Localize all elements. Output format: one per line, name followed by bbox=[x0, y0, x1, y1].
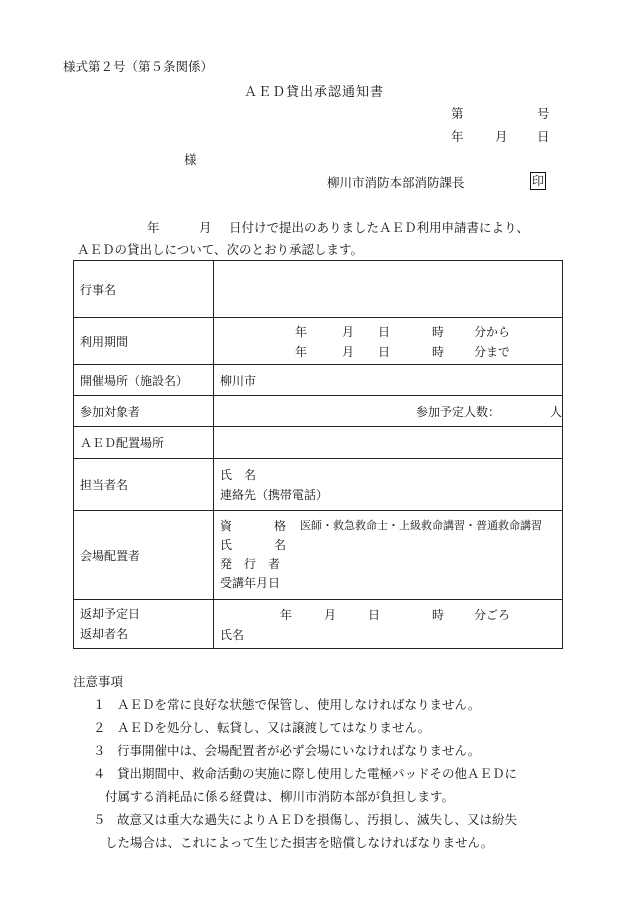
person-in-charge-label: 担当者名 bbox=[74, 459, 214, 511]
row-period bbox=[74, 318, 563, 365]
period-label: 利用期間 bbox=[74, 318, 214, 365]
returner-name-label: 氏名 bbox=[220, 628, 245, 642]
venue-staff-label: 会場配置者 bbox=[74, 511, 214, 600]
person-in-charge-value[interactable] bbox=[214, 459, 563, 511]
return-month: 月 bbox=[324, 608, 337, 622]
period-from-month: 月 bbox=[342, 325, 355, 339]
note-item bbox=[73, 739, 573, 762]
return-year: 年 bbox=[280, 608, 293, 622]
note-number: ４ bbox=[93, 766, 106, 781]
row-target bbox=[74, 396, 563, 427]
period-from-hour: 時 bbox=[432, 325, 445, 339]
staff-name-label: 氏 bbox=[220, 538, 233, 552]
note-item bbox=[73, 762, 573, 785]
person-phone-label: 連絡先（携帯電話） bbox=[220, 487, 329, 502]
aed-location-label: ＡＥＤ配置場所 bbox=[74, 427, 214, 459]
return-minute: 分ごろ bbox=[474, 608, 511, 622]
form-number: 様式第２号（第５条関係） bbox=[63, 59, 214, 74]
event-name-label: 行事名 bbox=[74, 261, 214, 318]
return-date-label: 返却予定日 bbox=[80, 607, 141, 621]
note-number: ２ bbox=[93, 720, 106, 735]
note-text: ＡＥＤを処分し、転貸し、又は譲渡してはなりません。 bbox=[117, 720, 431, 735]
staff-qual-label-2: 格 bbox=[274, 519, 287, 533]
expected-count-label: 参加予定人数： bbox=[416, 405, 501, 419]
return-day: 日 bbox=[368, 608, 381, 622]
event-name-value[interactable] bbox=[214, 261, 563, 318]
staff-course-date-label: 受講年月日 bbox=[220, 576, 281, 590]
row-venue-staff bbox=[74, 511, 563, 600]
venue-value[interactable]: 柳川市 bbox=[214, 365, 563, 396]
number-label-dai: 第 bbox=[451, 106, 464, 121]
person-name-label: 氏 名 bbox=[220, 467, 257, 482]
number-label-go: 号 bbox=[537, 106, 550, 121]
note-item bbox=[73, 808, 573, 831]
notes-section bbox=[73, 670, 573, 854]
note-text: 貸出期間中、救命活動の実施に際し使用した電極パッドその他ＡＥＤに bbox=[117, 766, 518, 781]
expected-count-unit: 人 bbox=[550, 405, 563, 419]
intro-line2: ＡＥＤの貸出しについて、次のとおり承認します。 bbox=[77, 242, 364, 257]
period-from-year: 年 bbox=[295, 325, 308, 339]
target-label: 参加対象者 bbox=[74, 396, 214, 427]
addressee-suffix: 様 bbox=[184, 152, 197, 167]
staff-qual-value: 医師・救急救命士・上級救命講習・普通救命講習 bbox=[300, 519, 542, 532]
note-number: ５ bbox=[93, 812, 106, 827]
target-value[interactable] bbox=[214, 396, 563, 427]
note-item bbox=[73, 716, 573, 739]
aed-location-value[interactable] bbox=[214, 427, 563, 459]
note-continuation: した場合は、これによって生じた損害を賠償しなければなりません。 bbox=[105, 835, 494, 850]
notes-heading: 注意事項 bbox=[73, 674, 124, 689]
period-to-month: 月 bbox=[342, 345, 355, 359]
intro-line1: 日付けで提出のありましたＡＥＤ利用申請書により、 bbox=[229, 220, 530, 235]
return-label-cell bbox=[74, 600, 214, 649]
row-aed-location bbox=[74, 427, 563, 459]
note-item bbox=[73, 693, 573, 716]
intro-month-label: 月 bbox=[199, 220, 212, 235]
note-continuation: 付属する消耗品に係る経費は、柳川市消防本部が負担します。 bbox=[105, 789, 455, 804]
staff-qual-label: 資 bbox=[220, 519, 233, 533]
period-from-day: 日 bbox=[378, 325, 391, 339]
period-to-minute: 分まで bbox=[474, 345, 511, 359]
period-value[interactable] bbox=[214, 318, 563, 365]
date-day-label: 日 bbox=[537, 129, 550, 144]
note-number: ３ bbox=[93, 743, 106, 758]
issuer-name: 柳川市消防本部消防課長 bbox=[327, 175, 465, 190]
row-event-name bbox=[74, 261, 563, 318]
period-to-year: 年 bbox=[295, 345, 308, 359]
period-to-hour: 時 bbox=[432, 345, 445, 359]
note-number: １ bbox=[93, 697, 106, 712]
note-text: 行事開催中は、会場配置者が必ず会場にいなければなりません。 bbox=[117, 743, 481, 758]
staff-name-label-2: 名 bbox=[274, 538, 287, 552]
row-return bbox=[74, 600, 563, 649]
approval-table bbox=[73, 260, 563, 649]
date-year-label: 年 bbox=[451, 129, 464, 144]
returner-label: 返却者名 bbox=[80, 627, 129, 641]
date-month-label: 月 bbox=[495, 129, 508, 144]
period-to-day: 日 bbox=[378, 345, 391, 359]
venue-staff-value[interactable] bbox=[214, 511, 563, 600]
venue-label: 開催場所（施設名） bbox=[74, 365, 214, 396]
intro-year-label: 年 bbox=[147, 220, 160, 235]
seal-mark: 印 bbox=[531, 174, 544, 188]
return-hour: 時 bbox=[432, 608, 445, 622]
note-text: 故意又は重大な過失によりＡＥＤを損傷し、汚損し、滅失し、又は紛失 bbox=[117, 812, 518, 827]
period-from-minute: 分から bbox=[474, 325, 511, 339]
return-value[interactable] bbox=[214, 600, 563, 649]
document-title: ＡＥＤ貸出承認通知書 bbox=[244, 85, 385, 100]
row-venue bbox=[74, 365, 563, 396]
staff-issuer-label: 発 行 者 bbox=[220, 557, 281, 571]
note-text: ＡＥＤを常に良好な状態で保管し、使用しなければなりません。 bbox=[117, 697, 481, 712]
row-person-in-charge bbox=[74, 459, 563, 511]
